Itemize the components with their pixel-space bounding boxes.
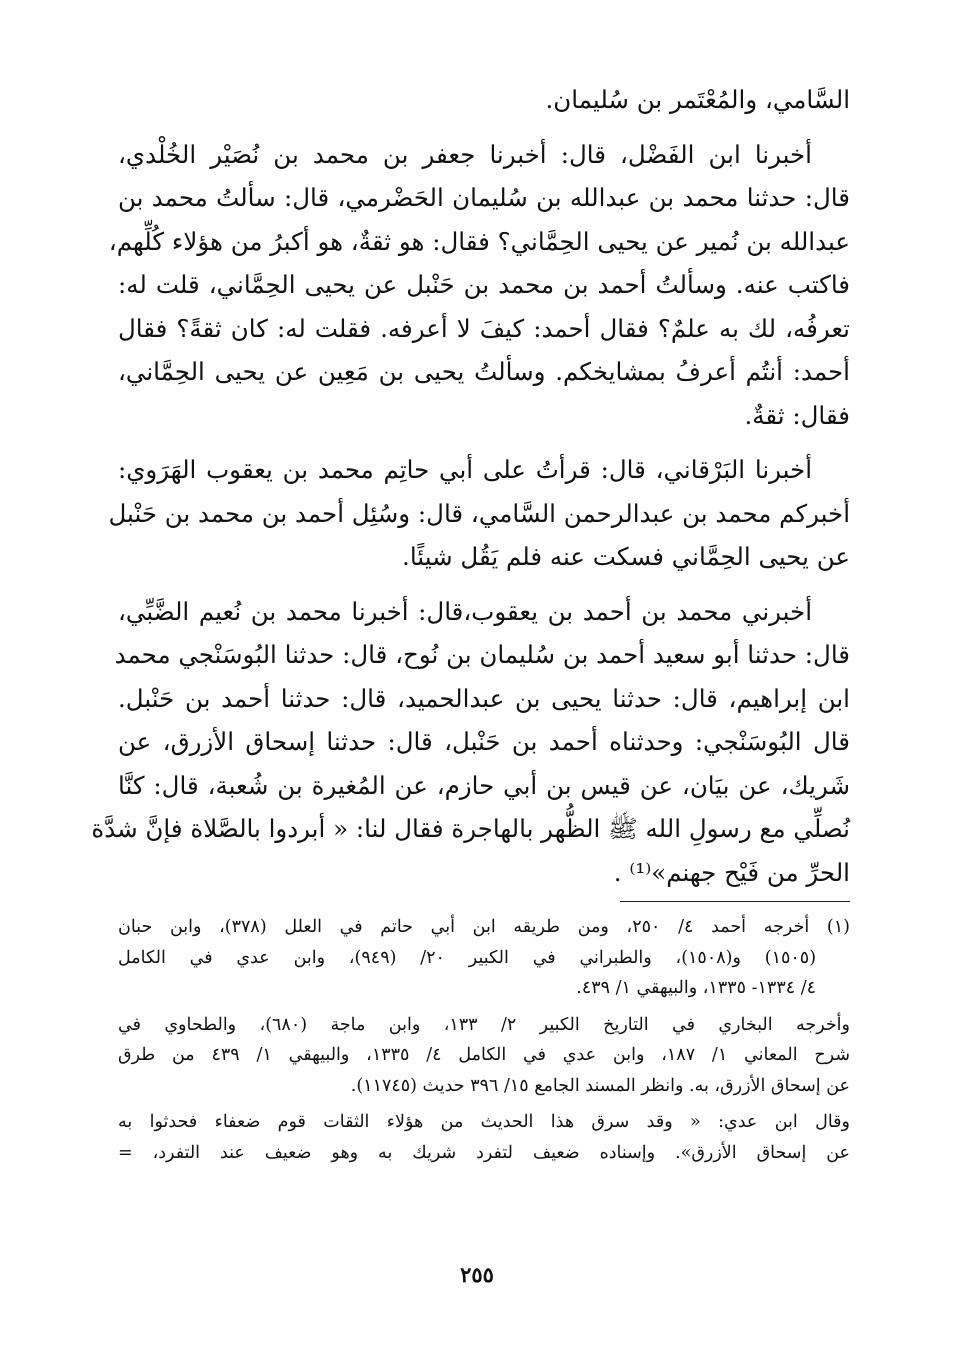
footnote-line: (١٥٠٥) و(١٥٠٨)، والطبراني في الكبير ٢٠/ (٩٤٩)، وابن عدي في الكامل [118,947,817,968]
text-line: عبدالله بن نُمير عن يحيى الحِمَّاني؟ فقال: هو ثقةٌ، هو أكبرُ من هؤلاء كُلِّهم، [108,226,850,256]
text-line: أخبرني محمد بن أحمد بن يعقوب،قال: أخبرنا محمد بن نُعيم الضَّبِّي، [118,596,812,626]
text-line: فاكتب عنه. وسألتُ أحمد بن محمد بن حَنْبل عن يحيى الحِمَّاني، قلت له: [118,270,850,299]
text-line: نُصلِّي مع رسولِ الله ﷺ الظُّهر بالهاجرة فقال لنا: « أبردوا بالصَّلاة فإنَّ شدَّة [91,814,850,843]
footnote-line: وقال ابن عدي: « وقد سرق هذا الحديث من هؤلاء الثقات قوم ضعفاء فحدثوا به [118,1112,850,1132]
footnote-separator [620,901,850,902]
text-line: عن يحيى الحِمَّاني فسكت عنه فلم يَقُل شيئًا. [402,542,850,571]
main-text [91,78,850,905]
text-line: أحمد: أنتُم أعرفُ بمشايخكم. وسألتُ يحيى بن مَعِين عن يحيى الحِمَّاني، [118,357,850,386]
text-line: تعرفُه، لك به علمٌ؟ فقال أحمد: كيفَ لا أعرفه. فقلت له: كان ثقةً؟ فقال [118,313,850,343]
text-line: قال: حدثنا محمد بن عبدالله بن سُليمان الحَضْرمي، قال: سألتُ محمد بن [118,183,850,212]
footnote-line: (١) أخرجه أحمد ٤/ ٢٥٠، ومن طريقه ابن أبي حاتم في العلل (٣٧٨)، وابن حبان [118,917,850,937]
text-line: الحرِّ من فَيْح جهنم»⁽¹⁾ . [613,857,850,887]
text-line: أخبرنا البَرْقاني، قال: قرأتُ على أبي حاتِم محمد بن يعقوب الهَرَوي: [118,455,812,484]
text-line: فقال: ثقةٌ. [744,400,850,430]
footnote-1 [118,912,850,1004]
text-line: قال البُوسَنْجي: وحدثناه أحمد بن حَنْبل، قال: حدثنا إسحاق الأزرق، عن [118,727,850,756]
paragraph-4 [91,590,850,895]
text-line: أخبركم محمد بن عبدالرحمن السَّامي، قال: وسُئِل أحمد بن محمد بن حَنْبل [108,498,850,528]
footnote-line: عن إسحاق الأزرق». وإسناده ضعيف لتفرد شريك به وهو ضعيف عند التفرد، = [118,1142,850,1163]
paragraph-2 [108,133,850,438]
text-line: قال: حدثنا أبو سعيد أحمد بن سُليمان بن نُوح، قال: حدثنا البُوسَنْجي محمد [114,640,850,669]
text-line: السَّامي، والمُعْتَمر بن سُليمان. [545,85,850,114]
paragraph-3 [108,448,850,579]
footnote-line: ٤/ ١٣٣٤- ١٣٣٥، والبيهقي ١/ ٤٣٩. [576,978,816,998]
text-line: أخبرنا ابن الفَضْل، قال: أخبرنا جعفر بن محمد بن نُصَيْر الخُلْدي، [118,139,812,169]
footnote-paragraph-3 [118,1107,850,1168]
footnote-line: شرح المعاني ١/ ١٨٧، وابن عدي في الكامل ٤/ ١٣٣٥، والبيهقي ١/ ٤٣٩ من طرق [118,1045,851,1065]
text-line: ابن إبراهيم، قال: حدثنا يحيى بن عبدالحميد، قال: حدثنا أحمد بن حَنْبل. [118,683,850,713]
text-line: شَريك، عن بيَان، عن قيس بن أبي حازم، عن المُغيرة بن شُعبة، قال: كنَّا [118,770,850,800]
footnotes [118,912,850,1174]
footnote-line: وأخرجه البخاري في التاريخ الكبير ٢/ ١٣٣، وابن ماجة (٦٨٠)، والطحاوي في [118,1014,850,1035]
footnote-paragraph-2 [118,1010,850,1102]
footnote-line: عن إسحاق الأزرق، به. وانظر المسند الجامع ١٥/ ٣٩٦ حديث (١١٧٤٥). [350,1075,850,1096]
paragraph-1 [118,78,850,122]
page-number: ٢٥٥ [460,1262,494,1287]
